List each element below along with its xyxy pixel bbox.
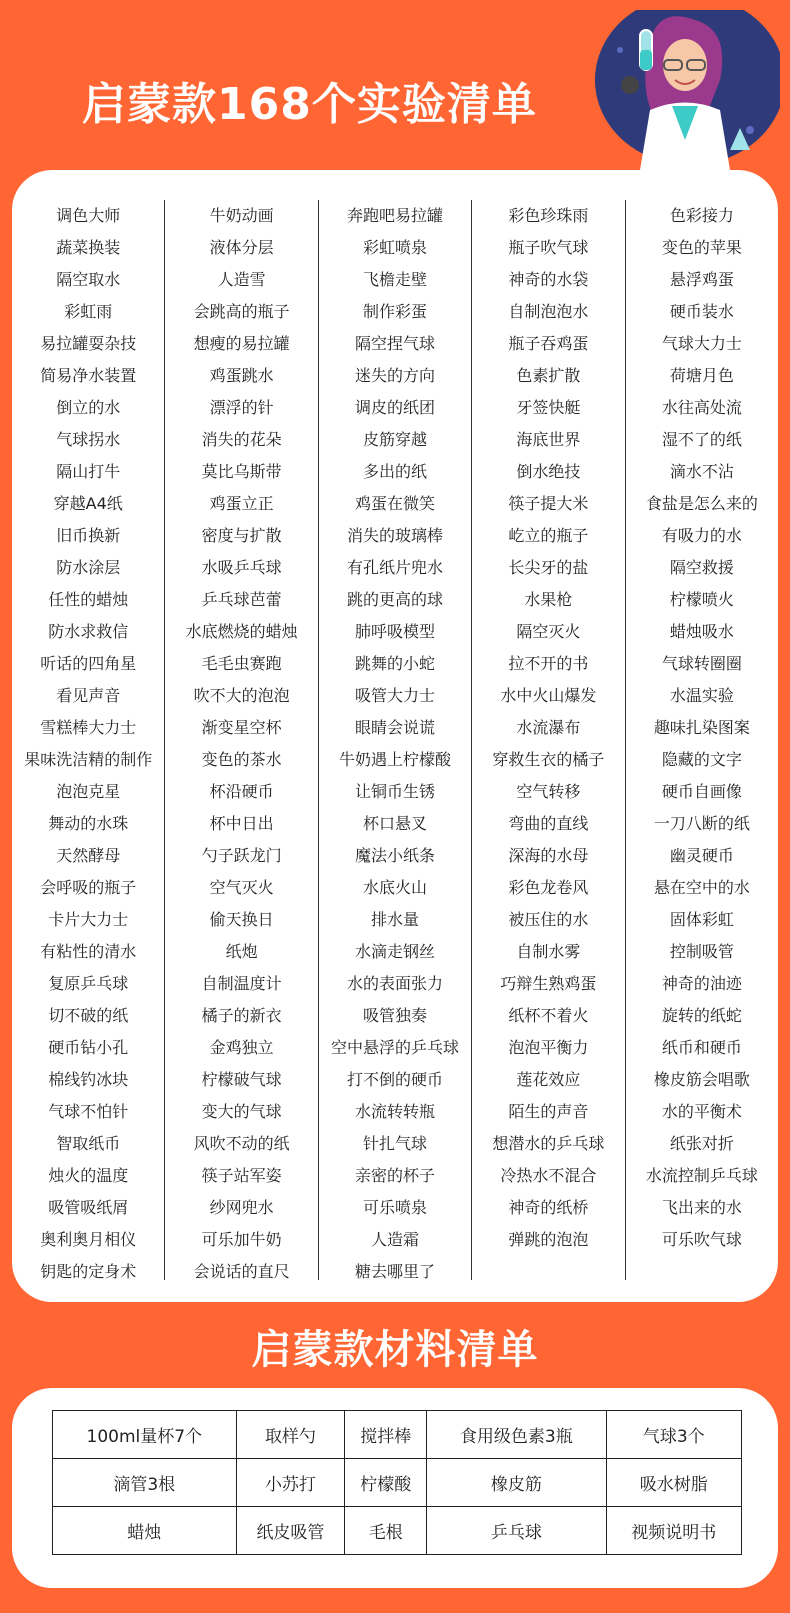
experiment-item: 湿不了的纸	[661, 430, 742, 449]
experiment-item: 听话的四角星	[40, 654, 137, 673]
experiment-item: 控制吸管	[669, 942, 734, 961]
experiment-item: 冷热水不混合	[500, 1166, 597, 1185]
experiment-item: 跳的更高的球	[347, 590, 444, 609]
material-cell: 毛根	[345, 1507, 427, 1555]
experiment-item: 水的平衡术	[661, 1102, 742, 1121]
experiment-item: 金鸡独立	[209, 1038, 274, 1057]
experiment-item: 偷天换日	[209, 910, 274, 929]
experiment-item: 纸炮	[225, 942, 258, 961]
experiment-item: 吸管吸纸屑	[48, 1198, 129, 1217]
experiment-item: 眼睛会说谎	[355, 718, 436, 737]
experiment-item: 吸管大力士	[355, 686, 436, 705]
experiment-item: 调色大师	[56, 206, 121, 225]
experiment-item: 纸张对折	[669, 1134, 734, 1153]
experiment-column	[625, 200, 778, 1280]
experiment-item: 趣味扎染图案	[653, 718, 750, 737]
experiment-item: 瓶子吹气球	[508, 238, 589, 257]
experiment-item: 泡泡平衡力	[508, 1038, 589, 1057]
experiment-item: 一刀八断的纸	[653, 814, 750, 833]
experiment-column	[318, 200, 471, 1280]
experiment-item: 可乐加牛奶	[201, 1230, 282, 1249]
experiment-item: 吹不大的泡泡	[193, 686, 290, 705]
experiment-item: 神奇的水袋	[508, 270, 589, 289]
experiment-item: 气球大力士	[661, 334, 742, 353]
experiment-item: 消失的花朵	[201, 430, 282, 449]
experiment-item: 悬在空中的水	[653, 878, 750, 897]
experiment-item: 会说话的直尺	[193, 1262, 290, 1281]
experiment-item: 滴水不沾	[669, 462, 734, 481]
experiment-item: 柠檬破气球	[201, 1070, 282, 1089]
experiment-item: 鸡蛋在微笑	[355, 494, 436, 513]
material-cell: 吸水树脂	[606, 1459, 742, 1507]
experiment-item: 跳舞的小蛇	[355, 654, 436, 673]
experiment-item: 棉线钓冰块	[48, 1070, 129, 1089]
experiment-item: 水温实验	[669, 686, 734, 705]
experiment-item: 迷失的方向	[355, 366, 436, 385]
experiment-item: 空气灭火	[209, 878, 274, 897]
material-cell: 搅拌棒	[345, 1411, 427, 1459]
experiment-item: 隔空救援	[669, 558, 734, 577]
experiment-item: 隔山打牛	[56, 462, 121, 481]
experiment-item: 会呼吸的瓶子	[40, 878, 137, 897]
experiment-item: 蔬菜换装	[56, 238, 121, 257]
experiment-item: 奥利奥月相仪	[40, 1230, 137, 1249]
experiment-item: 穿越A4纸	[53, 494, 123, 513]
experiment-item: 水底燃烧的蜡烛	[185, 622, 298, 641]
experiment-item: 荷塘月色	[669, 366, 734, 385]
experiment-item: 自制温度计	[201, 974, 282, 993]
experiment-item: 防水涂层	[56, 558, 121, 577]
experiment-item: 海底世界	[516, 430, 581, 449]
experiment-list-card	[12, 170, 778, 1302]
experiment-item: 陌生的声音	[508, 1102, 589, 1121]
experiment-item: 烛火的温度	[48, 1166, 129, 1185]
experiment-item: 悬浮鸡蛋	[669, 270, 734, 289]
experiment-item: 鸡蛋跳水	[209, 366, 274, 385]
material-cell: 视频说明书	[606, 1507, 742, 1555]
experiment-item: 瓶子吞鸡蛋	[508, 334, 589, 353]
material-cell: 100ml量杯7个	[53, 1411, 237, 1459]
experiment-item: 莫比乌斯带	[201, 462, 282, 481]
experiment-item: 水的表面张力	[347, 974, 444, 993]
experiment-item: 莲花效应	[516, 1070, 581, 1089]
experiment-item: 可乐吹气球	[661, 1230, 742, 1249]
experiment-item: 彩色珍珠雨	[508, 206, 589, 225]
experiment-item: 隔空捏气球	[355, 334, 436, 353]
experiment-item: 毛毛虫赛跑	[201, 654, 282, 673]
experiment-item: 杯口悬叉	[363, 814, 428, 833]
experiment-item: 空气转移	[516, 782, 581, 801]
experiment-item: 消失的玻璃棒	[347, 526, 444, 545]
experiment-item: 乒乓球芭蕾	[201, 590, 282, 609]
experiment-item: 水流瀑布	[516, 718, 581, 737]
experiment-column	[471, 200, 624, 1280]
experiment-item: 可乐喷泉	[363, 1198, 428, 1217]
experiment-item: 柠檬喷火	[669, 590, 734, 609]
experiment-item: 气球转圈圈	[661, 654, 742, 673]
experiment-item: 空中悬浮的乒乓球	[331, 1038, 460, 1057]
experiment-item: 巧辩生熟鸡蛋	[500, 974, 597, 993]
experiment-item: 纱网兜水	[209, 1198, 274, 1217]
experiment-item: 易拉罐耍杂技	[40, 334, 137, 353]
experiment-item: 彩虹雨	[64, 302, 113, 321]
experiment-item: 打不倒的硬币	[347, 1070, 444, 1089]
experiment-item: 弯曲的直线	[508, 814, 589, 833]
experiment-item: 变色的苹果	[661, 238, 742, 257]
experiment-item: 飞出来的水	[661, 1198, 742, 1217]
experiment-item: 倒立的水	[56, 398, 121, 417]
experiment-grid	[12, 200, 778, 1280]
experiment-item: 任性的蜡烛	[48, 590, 129, 609]
experiment-item: 糖去哪里了	[355, 1262, 436, 1281]
materials-card	[12, 1388, 778, 1588]
experiment-item: 天然酵母	[56, 846, 121, 865]
experiment-item: 牙签快艇	[516, 398, 581, 417]
experiment-item: 弹跳的泡泡	[508, 1230, 589, 1249]
experiment-item: 鸡蛋立正	[209, 494, 274, 513]
experiment-item: 隔空取水	[56, 270, 121, 289]
experiment-item: 勺子跃龙门	[201, 846, 282, 865]
experiment-item: 水流转转瓶	[355, 1102, 436, 1121]
experiment-item: 飞檐走壁	[363, 270, 428, 289]
experiment-item: 纸币和硬币	[661, 1038, 742, 1057]
experiment-item: 密度与扩散	[201, 526, 282, 545]
experiment-item: 调皮的纸团	[355, 398, 436, 417]
experiment-item: 纸杯不着火	[508, 1006, 589, 1025]
experiment-item: 拉不开的书	[508, 654, 589, 673]
material-cell: 小苏打	[236, 1459, 345, 1507]
experiment-item: 隐藏的文字	[661, 750, 742, 769]
material-cell: 取样勺	[236, 1411, 345, 1459]
experiment-item: 复原乒乓球	[48, 974, 129, 993]
experiment-item: 彩色龙卷风	[508, 878, 589, 897]
experiment-item: 橡皮筋会唱歌	[653, 1070, 750, 1089]
experiment-item: 牛奶遇上柠檬酸	[339, 750, 452, 769]
experiment-item: 水吸乒乓球	[201, 558, 282, 577]
experiment-item: 制作彩蛋	[363, 302, 428, 321]
material-cell: 橡皮筋	[427, 1459, 606, 1507]
experiment-item: 深海的水母	[508, 846, 589, 865]
experiment-item: 牛奶动画	[209, 206, 274, 225]
material-cell: 蜡烛	[53, 1507, 237, 1555]
experiment-item: 筷子提大米	[508, 494, 589, 513]
experiment-item: 有吸力的水	[661, 526, 742, 545]
experiment-item: 硬币装水	[669, 302, 734, 321]
experiment-item: 杯沿硬币	[209, 782, 274, 801]
experiment-item: 会跳高的瓶子	[193, 302, 290, 321]
experiment-column	[12, 200, 164, 1280]
experiment-item: 防水求救信	[48, 622, 129, 641]
experiment-item: 果味洗洁精的制作	[24, 750, 153, 769]
experiment-item: 水果枪	[524, 590, 573, 609]
experiment-item: 泡泡克星	[56, 782, 121, 801]
experiment-item: 自制泡泡水	[508, 302, 589, 321]
experiment-item: 杯中日出	[209, 814, 274, 833]
experiment-item: 倒水绝技	[516, 462, 581, 481]
experiment-item: 人造雪	[217, 270, 266, 289]
experiment-item: 食盐是怎么来的	[645, 494, 758, 513]
experiment-item: 亲密的杯子	[355, 1166, 436, 1185]
experiment-item: 雪糕棒大力士	[40, 718, 137, 737]
experiment-item: 舞动的水珠	[48, 814, 129, 833]
experiment-item: 水中火山爆发	[500, 686, 597, 705]
experiment-item: 旧币换新	[56, 526, 121, 545]
material-cell: 气球3个	[606, 1411, 742, 1459]
experiment-item: 有粘性的清水	[40, 942, 137, 961]
experiment-item: 彩虹喷泉	[363, 238, 428, 257]
experiment-item: 被压住的水	[508, 910, 589, 929]
experiment-item: 固体彩虹	[669, 910, 734, 929]
experiment-item: 色彩接力	[669, 206, 734, 225]
experiment-item: 看见声音	[56, 686, 121, 705]
experiment-item: 神奇的纸桥	[508, 1198, 589, 1217]
materials-row	[53, 1459, 742, 1507]
experiment-column	[164, 200, 317, 1280]
experiment-item: 隔空灭火	[516, 622, 581, 641]
experiment-item: 屹立的瓶子	[508, 526, 589, 545]
experiment-item: 幽灵硬币	[669, 846, 734, 865]
experiment-item: 液体分层	[209, 238, 274, 257]
material-cell: 纸皮吸管	[236, 1507, 345, 1555]
experiment-item: 漂浮的针	[209, 398, 274, 417]
experiment-item: 穿救生衣的橘子	[492, 750, 605, 769]
experiment-item: 肺呼吸模型	[355, 622, 436, 641]
experiment-item: 奔跑吧易拉罐	[347, 206, 444, 225]
scientist-illustration	[560, 10, 780, 170]
experiment-item: 让铜币生锈	[355, 782, 436, 801]
experiment-item: 卡片大力士	[48, 910, 129, 929]
experiment-item: 魔法小纸条	[355, 846, 436, 865]
experiment-item: 变大的气球	[201, 1102, 282, 1121]
experiment-item: 针扎气球	[363, 1134, 428, 1153]
material-cell: 乒乓球	[427, 1507, 606, 1555]
experiment-item: 吸管独奏	[363, 1006, 428, 1025]
experiment-item: 钥匙的定身术	[40, 1262, 137, 1281]
experiment-item: 筷子站军姿	[201, 1166, 282, 1185]
material-cell: 滴管3根	[53, 1459, 237, 1507]
experiment-item: 多出的纸	[363, 462, 428, 481]
experiment-item: 水往高处流	[661, 398, 742, 417]
experiment-item: 变色的茶水	[201, 750, 282, 769]
experiment-item: 想瘦的易拉罐	[193, 334, 290, 353]
experiment-item: 切不破的纸	[48, 1006, 129, 1025]
experiment-item: 自制水雾	[516, 942, 581, 961]
experiment-item: 排水量	[371, 910, 420, 929]
experiment-item: 水滴走钢丝	[355, 942, 436, 961]
experiment-item: 智取纸币	[56, 1134, 121, 1153]
experiment-item: 简易净水装置	[40, 366, 137, 385]
experiment-item: 皮筋穿越	[363, 430, 428, 449]
experiment-item: 人造霜	[371, 1230, 420, 1249]
experiment-item: 渐变星空杯	[201, 718, 282, 737]
experiment-item: 神奇的油迹	[661, 974, 742, 993]
experiment-item: 色素扩散	[516, 366, 581, 385]
experiment-item: 有孔纸片兜水	[347, 558, 444, 577]
material-cell: 食用级色素3瓶	[427, 1411, 606, 1459]
materials-row	[53, 1411, 742, 1459]
page-title: 启蒙款168个实验清单	[82, 79, 537, 130]
experiment-item: 水流控制乒乓球	[645, 1166, 758, 1185]
experiment-item: 硬币自画像	[661, 782, 742, 801]
experiment-item: 气球拐水	[56, 430, 121, 449]
experiment-item: 气球不怕针	[48, 1102, 129, 1121]
materials-title: 启蒙款材料清单	[251, 1327, 539, 1373]
materials-row	[53, 1507, 742, 1555]
materials-table	[52, 1410, 742, 1555]
experiment-item: 旋转的纸蛇	[661, 1006, 742, 1025]
experiment-item: 长尖牙的盐	[508, 558, 589, 577]
experiment-item: 蜡烛吸水	[669, 622, 734, 641]
experiment-item: 风吹不动的纸	[193, 1134, 290, 1153]
material-cell: 柠檬酸	[345, 1459, 427, 1507]
experiment-item: 水底火山	[363, 878, 428, 897]
experiment-item: 想潜水的乒乓球	[492, 1134, 605, 1153]
experiment-item: 橘子的新衣	[201, 1006, 282, 1025]
experiment-item: 硬币钻小孔	[48, 1038, 129, 1057]
